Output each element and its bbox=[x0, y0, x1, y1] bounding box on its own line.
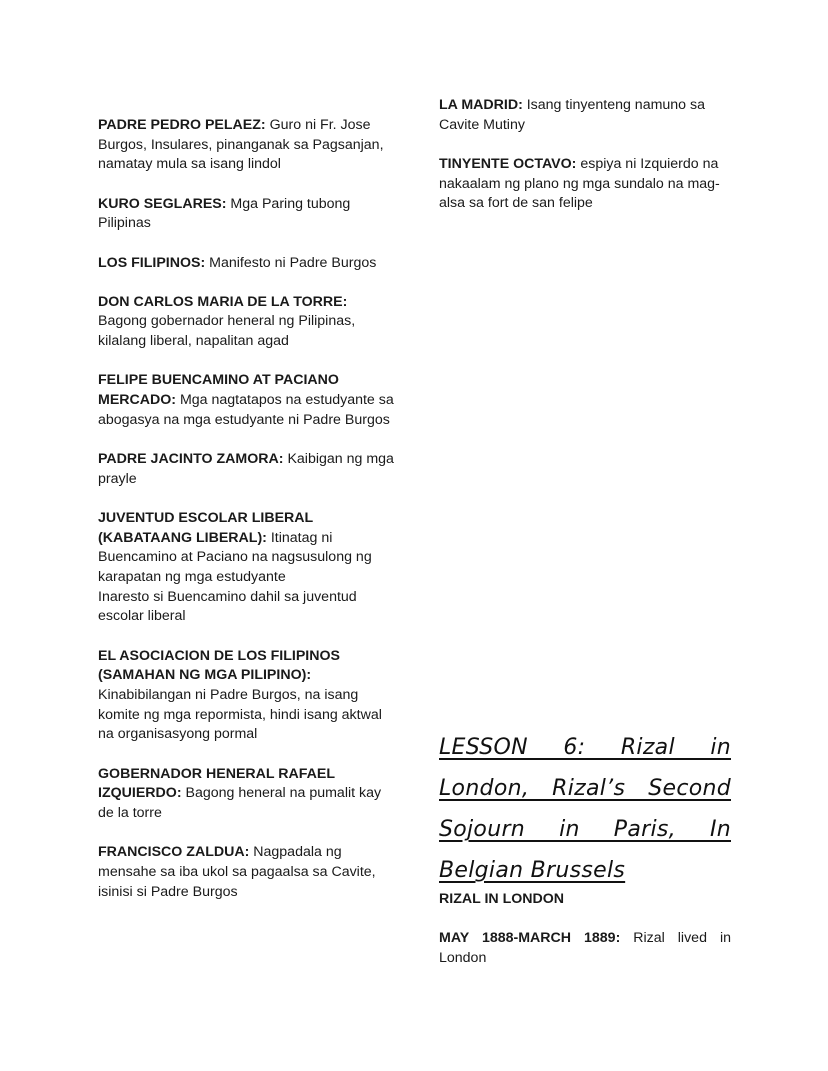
section-heading: RIZAL IN LONDON bbox=[439, 891, 565, 907]
glossary-entry-buencamino-paciano bbox=[98, 371, 398, 430]
entry-definition: Manifesto ni Padre Burgos bbox=[205, 254, 377, 271]
entry-term: GOBERNADOR HENERAL RAFAEL IZQUIERDO: bbox=[98, 765, 335, 802]
glossary-entry-los-filipinos bbox=[98, 254, 398, 274]
glossary-entry-tinyente-octavo bbox=[439, 155, 734, 214]
entry-definition: Itinatag ni Buencamino at Paciano na nagsusulong ng karapatan ng mga estudyante bbox=[98, 529, 372, 585]
entry-definition: Nagpadala ng mensahe sa iba ukol sa pagaalsa sa Cavite, isinisi si Padre Burgos bbox=[98, 844, 376, 900]
glossary-entry-francisco-zaldua bbox=[98, 843, 398, 902]
entry-definition: Bagong gobernador heneral ng Pilipinas, kilalang liberal, napalitan agad bbox=[98, 313, 356, 350]
entry-definition: Bagong heneral na pumalit kay de la torre bbox=[98, 785, 382, 821]
entry-definition: Kinabibilangan ni Padre Burgos, na isang komite ng mga repormista, hindi isang aktwal na organisasyong pormal bbox=[98, 686, 382, 743]
entry-definition: Mga Paring tubong Pilipinas bbox=[98, 195, 351, 232]
entry-term: FRANCISCO ZALDUA: bbox=[98, 844, 250, 861]
entry-extra-note: Inaresto si Buencamino dahil sa juventud escolar liberal bbox=[98, 588, 357, 625]
entry-definition: Isang tinyenteng namuno sa Cavite Mutiny bbox=[439, 97, 705, 133]
timeline-entry-may-1888 bbox=[439, 929, 731, 968]
entry-term: TINYENTE OCTAVO: bbox=[439, 155, 577, 172]
glossary-entry-la-madrid bbox=[439, 96, 734, 135]
entry-term: JUVENTUD ESCOLAR LIBERAL (KABATAANG LIBERAL): bbox=[98, 509, 313, 546]
entry-term: MAY 1888-MARCH 1889: bbox=[439, 930, 621, 947]
right-column-top bbox=[439, 96, 734, 234]
entry-definition: Kaibigan ng mga prayle bbox=[98, 450, 394, 487]
lesson-title: LESSON 6: Rizal in London, Rizal’s Second Sojourn in Paris, In Belgian Brussels bbox=[439, 735, 731, 883]
glossary-entry-rafael-izquierdo bbox=[98, 765, 398, 824]
entry-term: DON CARLOS MARIA DE LA TORRE: bbox=[98, 293, 348, 310]
entry-term: EL ASOCIACION DE LOS FILIPINOS (SAMAHAN NG MGA PILIPINO): bbox=[98, 647, 340, 684]
glossary-entry-kuro-seglares bbox=[98, 195, 398, 234]
glossary-entry-don-carlos-maria-de-la-torre bbox=[98, 293, 398, 352]
entry-term: FELIPE BUENCAMINO AT PACIANO MERCADO: bbox=[98, 372, 339, 409]
glossary-entry-padre-jacinto-zamora bbox=[98, 450, 398, 489]
glossary-entry-el-asociacion bbox=[98, 647, 398, 746]
entry-term: KURO SEGLARES: bbox=[98, 195, 227, 212]
entry-term: PADRE JACINTO ZAMORA: bbox=[98, 450, 284, 467]
entry-term: PADRE PEDRO PELAEZ: bbox=[98, 117, 266, 133]
entry-term: LOS FILIPINOS: bbox=[98, 254, 206, 271]
right-column-bottom bbox=[439, 890, 731, 988]
left-column bbox=[98, 116, 398, 922]
entry-definition: Mga nagtatapos na estudyante sa abogasya na mga estudyante ni Padre Burgos bbox=[98, 392, 394, 428]
entry-term: LA MADRID: bbox=[439, 97, 523, 113]
entry-definition: espiya ni Izquierdo na nakaalam ng plano ng mga sundalo na mag-alsa sa fort de san felipe bbox=[439, 155, 720, 212]
glossary-entry-juventud-escolar-liberal bbox=[98, 509, 398, 627]
entry-definition: Guro ni Fr. Jose Burgos, Insulares, pinanganak sa Pagsanjan, namatay mula sa isang lindol bbox=[98, 117, 384, 173]
entry-definition: Rizal lived in London bbox=[439, 930, 731, 966]
glossary-entry-padre-pedro-pelaez bbox=[98, 116, 398, 175]
